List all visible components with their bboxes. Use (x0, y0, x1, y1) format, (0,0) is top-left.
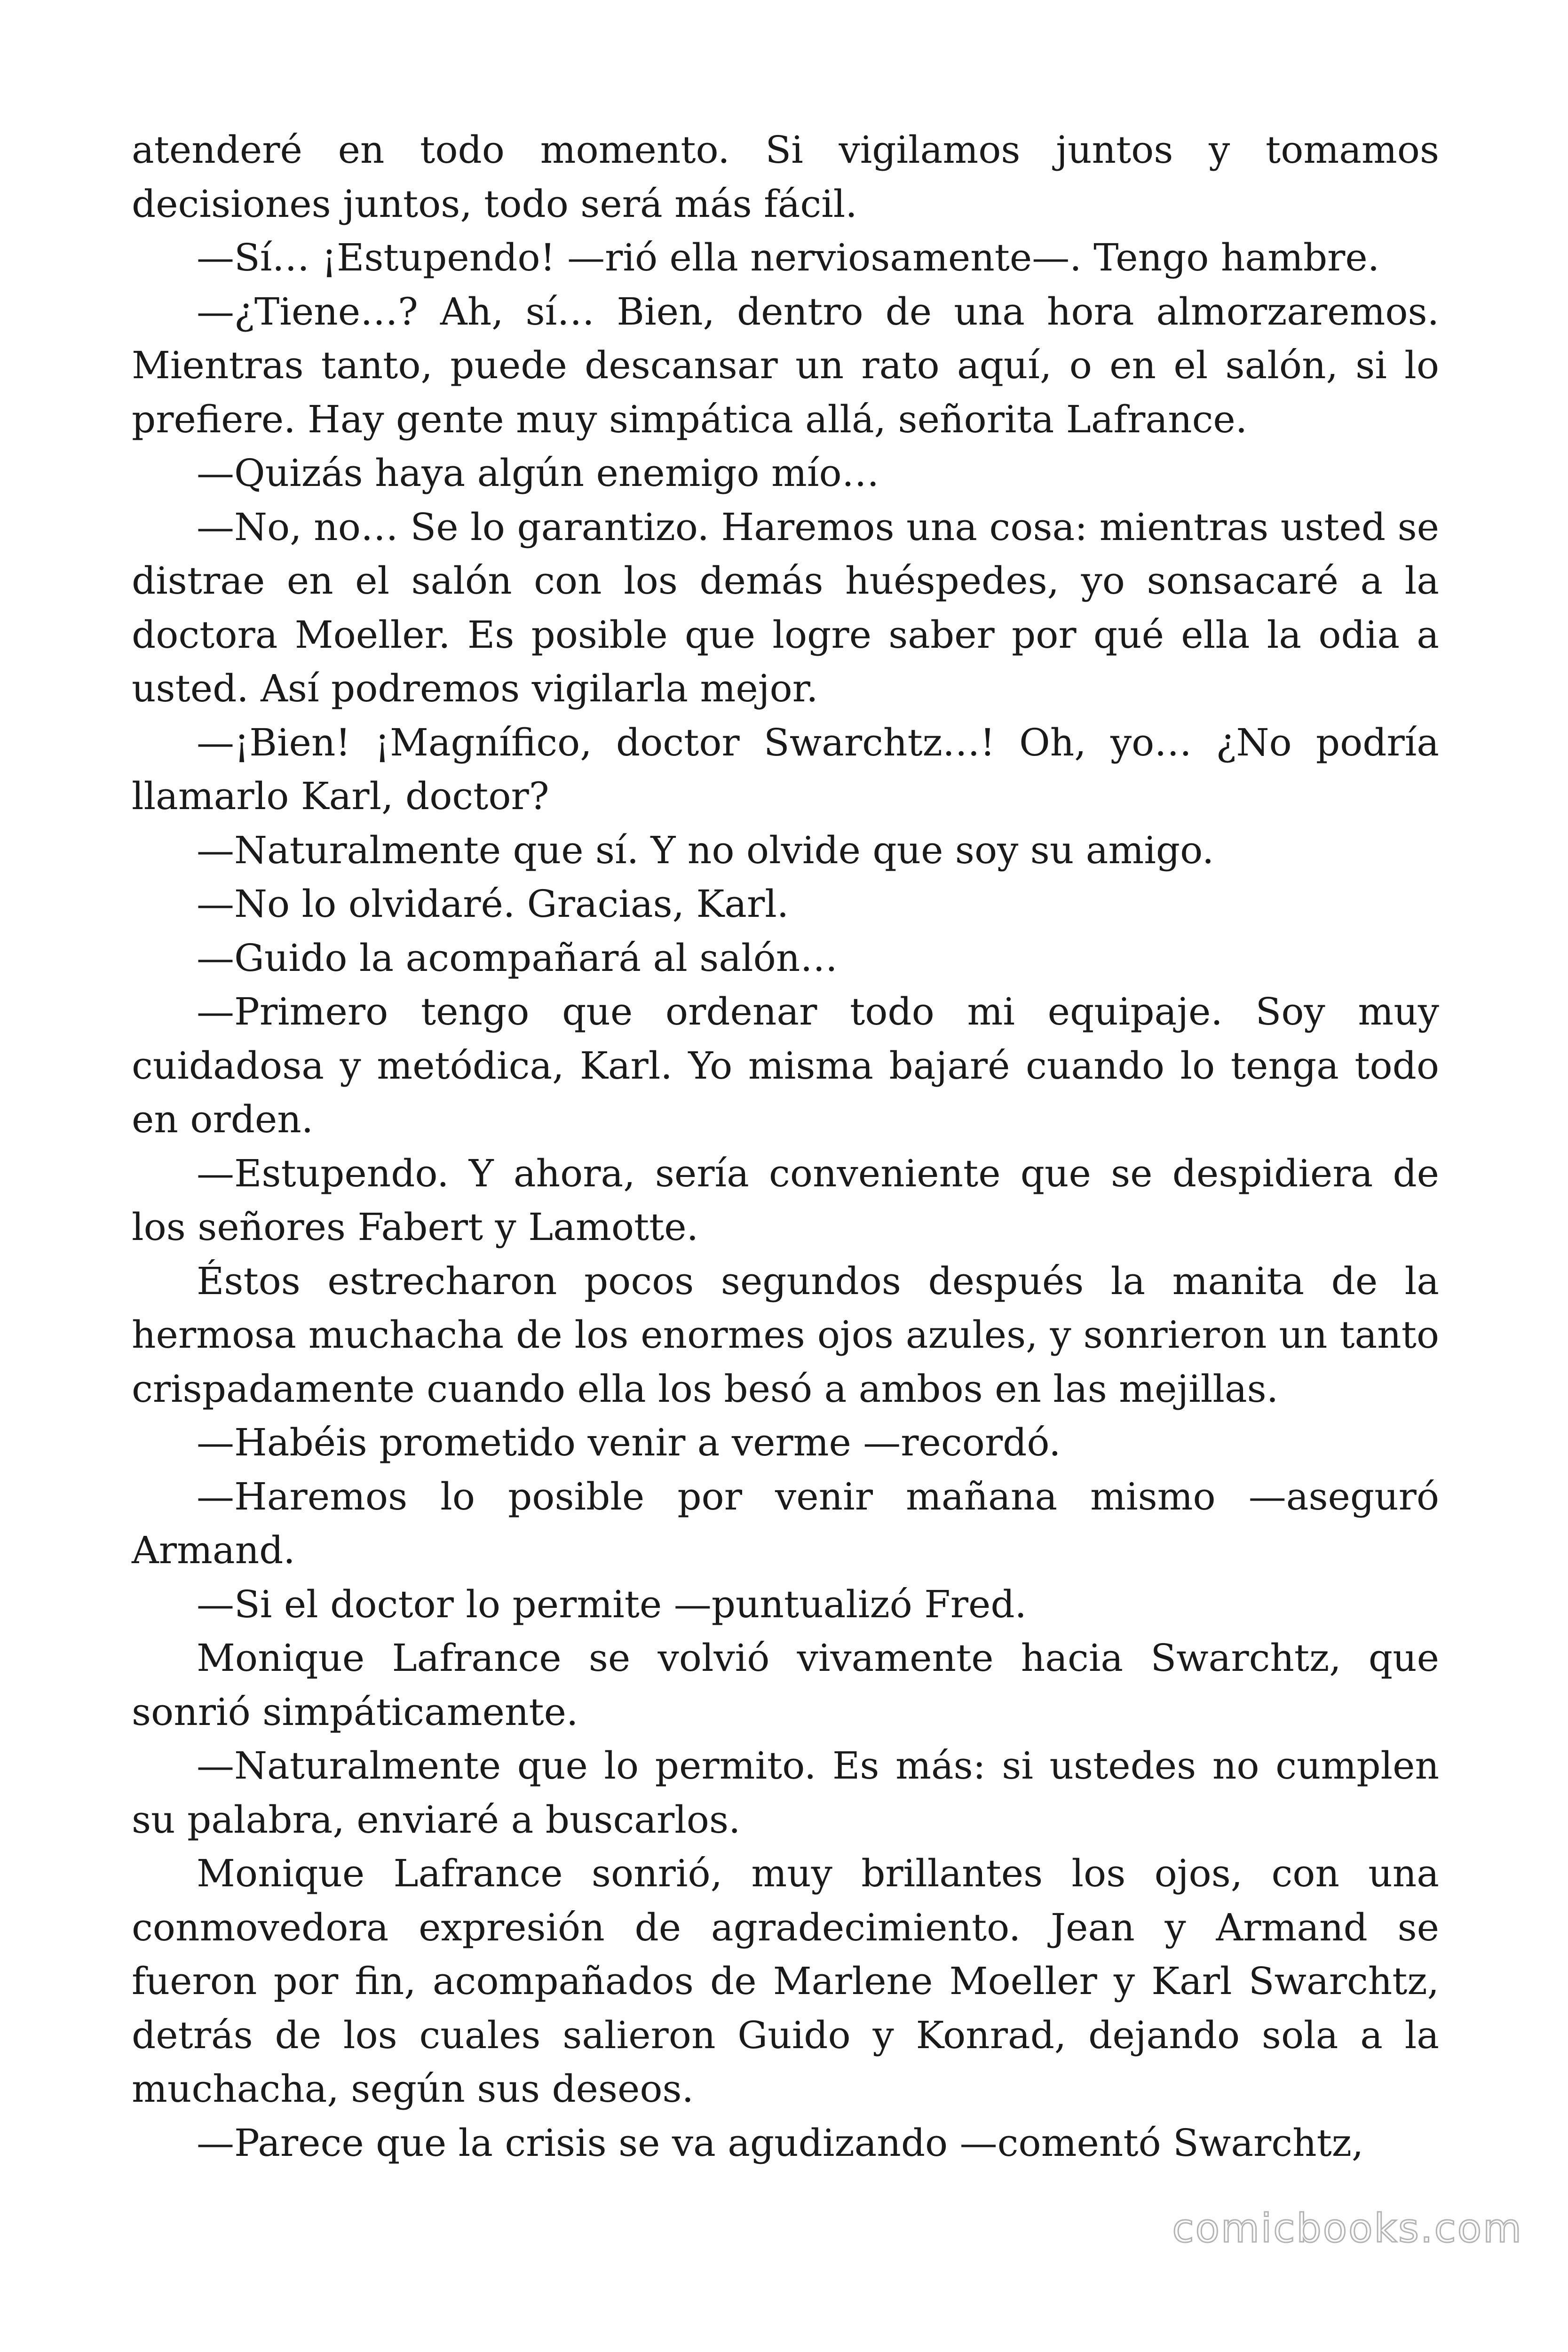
paragraph: —Primero tengo que ordenar todo mi equipaje. Soy muy cuidadosa y metódica, Karl. Yo misma bajaré cuando lo tenga todo en orden. (132, 990, 1439, 1141)
paragraph: —Si el doctor lo permite —puntualizó Fred. (197, 1582, 1027, 1626)
paragraph: —Parece que la crisis se va agudizando —comentó Swarchtz, (197, 2121, 1364, 2165)
paragraph: Monique Lafrance sonrió, muy brillantes los ojos, con una conmovedora expresión de agradecimiento. Jean y Armand se fueron por fin, acompañados de Marlene Moeller y Karl Swarchtz, detrás de los cuales salieron Guido y Konrad, dejando sola a la muchacha, según sus deseos. (132, 1851, 1439, 2111)
paragraph: —Estupendo. Y ahora, sería conveniente que se despidiera de los señores Fabert y Lamotte. (132, 1151, 1439, 1249)
paragraph: —¿Tiene…? Ah, sí… Bien, dentro de una hora almorzaremos. Mientras tanto, puede descansar un rato aquí, o en el salón, si lo prefiere. Hay gente muy simpática allá, señorita Lafrance. (132, 289, 1439, 441)
watermark-text: comicbooks.com (1172, 2205, 1523, 2251)
body-text (132, 123, 1439, 2170)
paragraph: Éstos estrecharon pocos segundos después la manita de la hermosa muchacha de los enormes ojos azules, y sonrieron un tanto crispadamente cuando ella los besó a ambos en las mejillas. (132, 1259, 1439, 1411)
paragraph: —Sí… ¡Estupendo! —rió ella nerviosamente—. Tengo hambre. (197, 236, 1380, 279)
paragraph: —¡Bien! ¡Magnífico, doctor Swarchtz…! Oh, yo… ¿No podría llamarlo Karl, doctor? (132, 720, 1439, 818)
paragraph: —Naturalmente que sí. Y no olvide que soy su amigo. (197, 828, 1214, 872)
paragraph: —Naturalmente que lo permito. Es más: si ustedes no cumplen su palabra, enviaré a buscarlos. (132, 1744, 1439, 1842)
paragraph: —No lo olvidaré. Gracias, Karl. (197, 882, 789, 926)
paragraph: —No, no… Se lo garantizo. Haremos una cosa: mientras usted se distrae en el salón con los demás huéspedes, yo sonsacaré a la doctora Moeller. Es posible que logre saber por qué ella la odia a usted. Así podremos vigilarla mejor. (132, 505, 1439, 710)
paragraph: atenderé en todo momento. Si vigilamos juntos y tomamos decisiones juntos, todo será más fácil. (132, 128, 1439, 226)
paragraph: —Guido la acompañará al salón… (197, 936, 838, 980)
paragraph: —Haremos lo posible por venir mañana mismo —aseguró Armand. (132, 1474, 1439, 1572)
paragraph: Monique Lafrance se volvió vivamente hacia Swarchtz, que sonrió simpáticamente. (132, 1636, 1439, 1734)
paragraph: —Quizás haya algún enemigo mío… (197, 451, 879, 495)
paragraph: —Habéis prometido venir a verme —recordó. (197, 1421, 1061, 1464)
